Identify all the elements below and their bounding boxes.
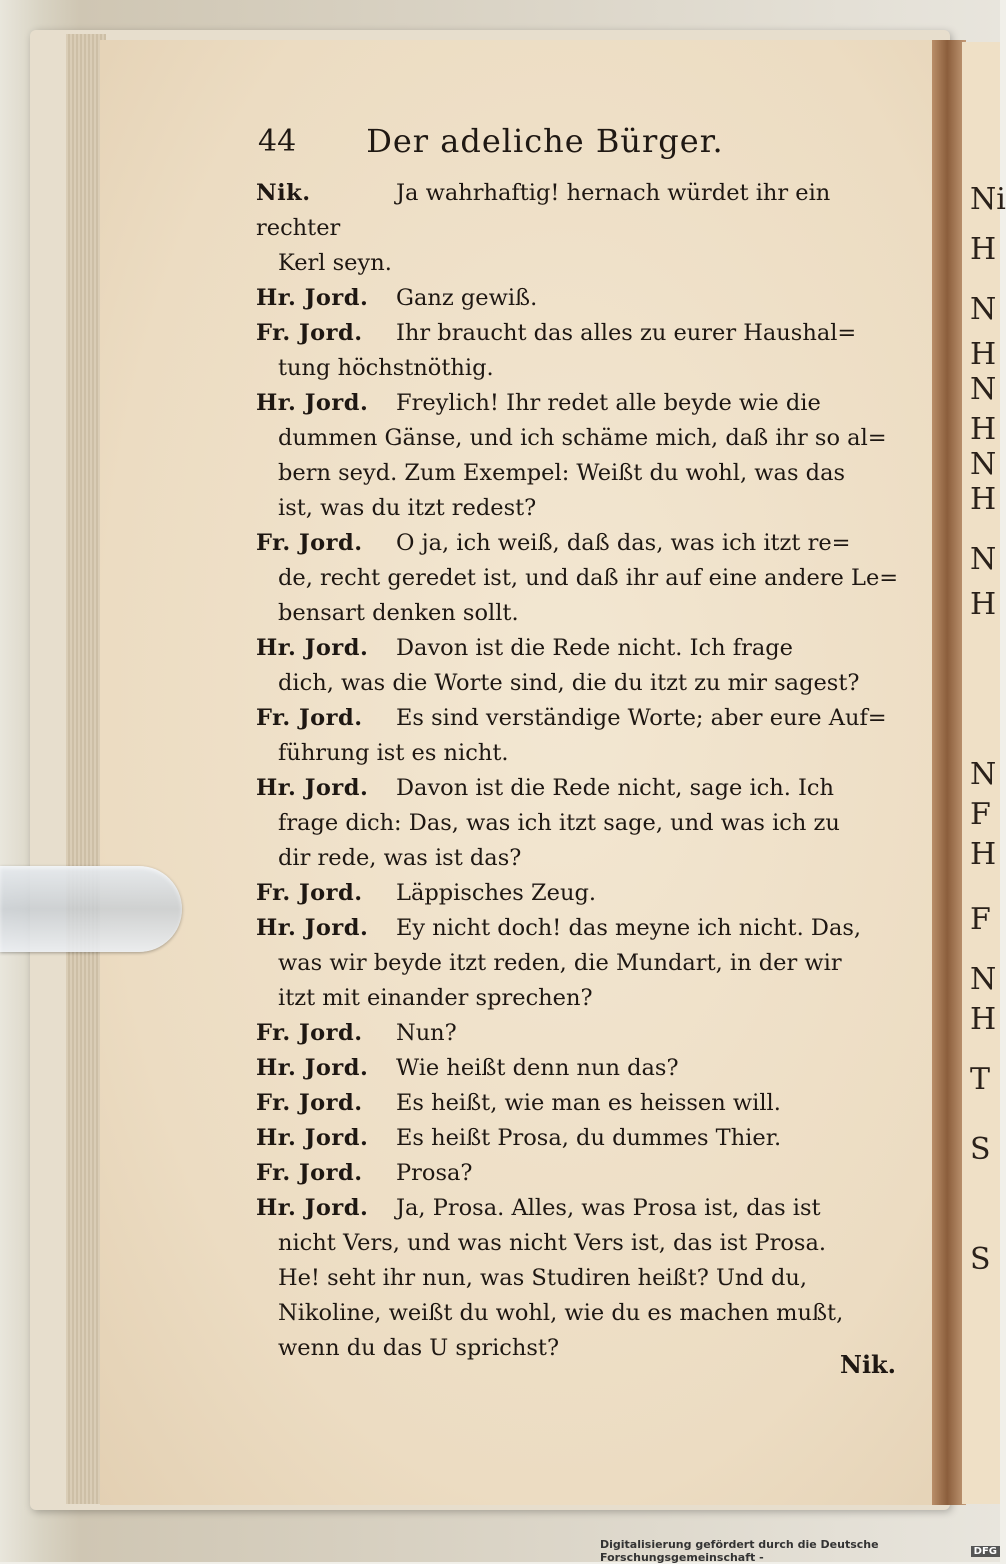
speech-line <box>256 1191 916 1226</box>
facing-page-letter: H <box>970 1002 997 1037</box>
line-text: Ganz gewiß. <box>396 285 538 311</box>
speaker-name: Fr. Jord. <box>256 880 363 906</box>
catchword: Nik. <box>840 1350 897 1379</box>
speaker-name: Hr. Jord. <box>256 915 369 941</box>
speaker-name: Fr. Jord. <box>256 320 363 346</box>
speech-line <box>256 526 916 561</box>
speech-continuation <box>256 491 916 526</box>
speech-continuation <box>256 666 916 701</box>
line-text: bensart denken sollt. <box>278 600 519 626</box>
line-text: Ey nicht doch! das meyne ich nicht. Das, <box>396 915 862 941</box>
speaker-name: Hr. Jord. <box>256 775 369 801</box>
book-gutter <box>932 40 966 1505</box>
speech-line <box>256 631 916 666</box>
line-text: He! seht ihr nun, was Studiren heißt? Und du, <box>278 1265 808 1291</box>
speech-continuation <box>256 1261 916 1296</box>
page-header <box>258 116 758 166</box>
facing-page-letter: Ni <box>970 182 1006 217</box>
facing-page-letter: H <box>970 337 997 372</box>
line-text: dich, was die Worte sind, die du itzt zu mir sagest? <box>278 670 860 696</box>
speech-line <box>256 876 916 911</box>
line-text: Läppisches Zeug. <box>396 880 597 906</box>
speech-continuation <box>256 736 916 771</box>
line-text: Freylich! Ihr redet alle beyde wie die <box>396 390 821 416</box>
speaker-name: Fr. Jord. <box>256 1020 363 1046</box>
speech-line <box>256 386 916 421</box>
facing-page-letter: S <box>970 1132 991 1167</box>
line-text: Es sind verständige Worte; aber eure Auf= <box>396 705 887 731</box>
line-text: führung ist es nicht. <box>278 740 509 766</box>
facing-page-letter: N <box>970 962 997 997</box>
digitization-footer <box>600 1540 1000 1562</box>
dfg-logo-badge: DFG <box>971 1546 1000 1557</box>
speaker-name: Hr. Jord. <box>256 1055 369 1081</box>
line-text: frage dich: Das, was ich itzt sage, und was ich zu <box>278 810 840 836</box>
line-text: Ja wahrhaftig! hernach würdet ihr ein rechter <box>256 180 831 241</box>
facing-page-letter: N <box>970 757 997 792</box>
line-text: Es heißt Prosa, du dummes Thier. <box>396 1125 782 1151</box>
speech-line <box>256 1086 916 1121</box>
facing-page-letter: H <box>970 232 997 267</box>
line-text: Nun? <box>396 1020 457 1046</box>
speech-continuation <box>256 351 916 386</box>
line-text: de, recht geredet ist, und daß ihr auf eine andere Le= <box>278 565 899 591</box>
speech-line <box>256 316 916 351</box>
line-text: Nikoline, weißt du wohl, wie du es machen mußt, <box>278 1300 844 1326</box>
speech-continuation <box>256 561 916 596</box>
line-text: bern seyd. Zum Exempel: Weißt du wohl, was das <box>278 460 846 486</box>
facing-page-letter: S <box>970 1242 991 1277</box>
speaker-name: Fr. Jord. <box>256 705 363 731</box>
line-text: dummen Gänse, und ich schäme mich, daß ihr so al= <box>278 425 887 451</box>
facing-page-letter: F <box>970 797 991 832</box>
line-text: Wie heißt denn nun das? <box>396 1055 679 1081</box>
speech-continuation <box>256 841 916 876</box>
speaker-name: Fr. Jord. <box>256 1160 363 1186</box>
speech-continuation <box>256 1331 916 1366</box>
line-text: ist, was du itzt redest? <box>278 495 537 521</box>
speech-continuation <box>256 456 916 491</box>
speaker-name: Fr. Jord. <box>256 1090 363 1116</box>
page-holder-clip <box>0 866 182 952</box>
speaker-name: Fr. Jord. <box>256 530 363 556</box>
facing-page <box>962 42 1006 1504</box>
speech-line <box>256 1051 916 1086</box>
speaker-name: Hr. Jord. <box>256 390 369 416</box>
page-number: 44 <box>258 123 297 159</box>
speech-continuation <box>256 246 916 281</box>
facing-page-letter: H <box>970 837 997 872</box>
speaker-name: Hr. Jord. <box>256 1125 369 1151</box>
running-title: Der adeliche Bürger. <box>366 122 724 160</box>
facing-page-letter: F <box>970 902 991 937</box>
line-text: Davon ist die Rede nicht. Ich frage <box>396 635 793 661</box>
speech-line <box>256 1016 916 1051</box>
line-text: Davon ist die Rede nicht, sage ich. Ich <box>396 775 835 801</box>
facing-page-letter: N <box>970 447 997 482</box>
facing-page-letter: T <box>970 1062 991 1097</box>
speech-line <box>256 1156 916 1191</box>
footer-text: Digitalisierung gefördert durch die Deutsche Forschungsgemeinschaft - <box>600 1538 879 1564</box>
line-text: wenn du das U sprichst? <box>278 1335 560 1361</box>
speech-continuation <box>256 1296 916 1331</box>
speech-line <box>256 911 916 946</box>
speech-continuation <box>256 981 916 1016</box>
speaker-name: Hr. Jord. <box>256 635 369 661</box>
line-text: Es heißt, wie man es heissen will. <box>396 1090 781 1116</box>
line-text: Kerl seyn. <box>278 250 392 276</box>
facing-page-letter: H <box>970 412 997 447</box>
speech-line <box>256 771 916 806</box>
line-text: tung höchstnöthig. <box>278 355 494 381</box>
speech-line <box>256 701 916 736</box>
speaker-name: Hr. Jord. <box>256 1195 369 1221</box>
dialogue-text <box>256 176 916 1366</box>
facing-page-letter: H <box>970 587 997 622</box>
facing-page-letter: N <box>970 542 997 577</box>
speaker-name: Nik. <box>256 180 311 206</box>
line-text: Prosa? <box>396 1160 473 1186</box>
speech-continuation <box>256 1226 916 1261</box>
speech-line <box>256 176 916 246</box>
line-text: dir rede, was ist das? <box>278 845 522 871</box>
speech-continuation <box>256 596 916 631</box>
speech-line <box>256 281 916 316</box>
speaker-name: Hr. Jord. <box>256 285 369 311</box>
line-text: was wir beyde itzt reden, die Mundart, in der wir <box>278 950 842 976</box>
speech-continuation <box>256 946 916 981</box>
facing-page-letter: H <box>970 482 997 517</box>
speech-line <box>256 1121 916 1156</box>
line-text: O ja, ich weiß, daß das, was ich itzt re= <box>396 530 851 556</box>
facing-page-letter: N <box>970 292 997 327</box>
speech-continuation <box>256 806 916 841</box>
speech-continuation <box>256 421 916 456</box>
line-text: itzt mit einander sprechen? <box>278 985 593 1011</box>
line-text: nicht Vers, und was nicht Vers ist, das ist Prosa. <box>278 1230 827 1256</box>
facing-page-letter: N <box>970 372 997 407</box>
line-text: Ihr braucht das alles zu eurer Haushal= <box>396 320 857 346</box>
line-text: Ja, Prosa. Alles, was Prosa ist, das ist <box>396 1195 821 1221</box>
